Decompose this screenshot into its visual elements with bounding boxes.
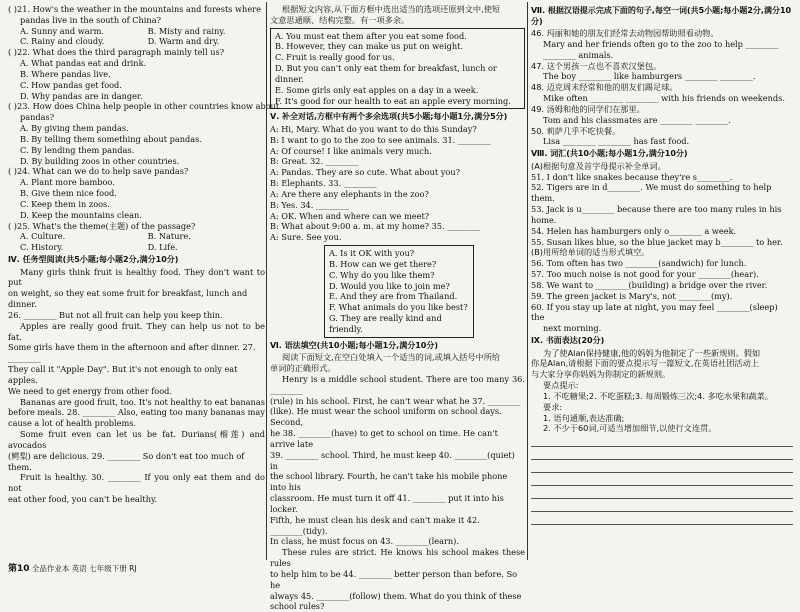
instruction: 文意思通顺、结构完整。有一项多余。	[270, 14, 410, 25]
passage-line: (like). He must wear the school uniform on school days. Second,	[270, 406, 502, 428]
writing-prompt: 1. 不吃糖果;2. 不吃蛋糕;3. 每周锻炼三次;4. 多吃水果和蔬菜。	[543, 390, 774, 401]
vocab-item: 56. Tom often has two ________(sandwich) for lunch.	[531, 258, 747, 269]
item-line: ________ animals.	[543, 49, 614, 60]
item-line: 46. 玛丽和她的朋友们经常去动物园帮助照看动物。	[531, 28, 719, 39]
question-24: ( )24. What can we do to help save pandas?	[8, 166, 189, 177]
passage-line: (rule) in his school. First, he can't wear what he 37. ________	[270, 395, 521, 406]
option: D. Warm and dry.	[147, 36, 220, 47]
question-21: ( )21. How's the weather in the mountains and forests where	[8, 4, 261, 14]
column-right	[531, 4, 793, 525]
dialog-line: A: Sure. See you.	[270, 232, 342, 243]
question-21-cont: pandas live in the south of China?	[20, 14, 161, 25]
vocab-item: 54. Helen has hamburgers only o________ a week.	[531, 225, 737, 236]
box-option: C. Fruit is really good for us.	[275, 52, 395, 63]
passage-line: Bananas are good fruit, too. It's not healthy to eat bananas	[20, 396, 265, 407]
option: B. Misty and rainy.	[147, 25, 226, 36]
passage-line: classroom. He must turn it off 41. ________ put it into his locker.	[270, 493, 504, 514]
question-25: ( )25. What's the theme(主题) of the passage?	[8, 220, 196, 231]
option: C. By lending them pandas.	[20, 144, 135, 155]
passage-line: he 38. ________(have) to get to school on time. He can't arrive late	[270, 428, 498, 449]
option: A. What pandas eat and drink.	[20, 58, 147, 69]
writing-line	[531, 499, 793, 512]
item-line: 47. 这个男孩一点也不喜欢汉堡包。	[531, 60, 662, 71]
option: A. Sunny and warm.	[20, 25, 104, 36]
writing-prompt: 为了使Alan保持健康,他的妈妈为他制定了一些新规则。假如	[543, 347, 761, 358]
q25-options	[8, 231, 265, 253]
passage-line: Some fruit even can let us be fat. Durians(榴莲) and avocados	[8, 429, 265, 450]
passage-line: 39. ________ school. Third, he must keep 40. ________(quiet) in	[270, 449, 515, 471]
dialog-line: B: Elephants. 33. ________	[270, 178, 377, 189]
option: D. Life.	[147, 242, 178, 253]
subsection-a: (A)根据句意及首字母提示补全单词。	[531, 160, 666, 171]
item-line: 50. 莉萨几乎不吃快餐。	[531, 125, 621, 136]
dialog-line: A: Are there any elephants in the zoo?	[270, 188, 429, 199]
section-6-title: Ⅵ. 语法填空(共10小题;每小题1分,满分10分)	[270, 340, 438, 350]
passage-line: Fifth, he must clean his desk and can't make it 42. ________(tidy).	[270, 514, 480, 536]
box-option: B. However, they can make us put on weight.	[275, 41, 464, 52]
vocab-item: 60. If you stay up late at night, you may feel ________(sleep) the	[531, 301, 778, 323]
option: A. Plant more bamboo.	[20, 177, 115, 188]
box-option: F. What animals do you like best?	[329, 302, 468, 313]
passage-line: They call it "Apple Day". But it's not enough to only eat apples.	[8, 364, 238, 385]
column-divider	[266, 2, 267, 560]
writing-prompt: 与大家分享你妈妈为你制定的新规则。	[531, 369, 671, 380]
dialog-line: B: Yes. 34. ________	[270, 199, 349, 210]
option: C. How pandas get food.	[20, 79, 122, 90]
passage-line: school rules?	[270, 601, 325, 612]
section-9-title: Ⅸ. 书面表达(20分)	[531, 336, 605, 345]
passage-line: In class, he must focus on 43. ________(learn).	[270, 536, 459, 547]
book-title: 全品作业本 英语 七年级下册 RJ	[31, 564, 137, 574]
section-5-title: Ⅴ. 补全对话,方框中有两个多余选项(共5小题;每小题1分,满分5分)	[270, 112, 508, 122]
passage-line: Many girls think fruit is healthy food. They don't want to put	[8, 266, 265, 288]
box-option: A. Is it OK with you?	[329, 248, 415, 259]
box-option: A. You must eat them after you eat some food.	[275, 30, 467, 41]
column-divider	[527, 2, 528, 560]
passage-line: Apples are really good fruit. They can help us not to be fat.	[8, 320, 265, 342]
box-option: F. It's good for our health to eat an apple every morning.	[275, 95, 511, 106]
column-middle	[270, 4, 525, 612]
instruction: 单词的正确形式。	[270, 363, 336, 374]
passage-line: Fruit is healthy. 30. ________ If you only eat them and do not	[8, 472, 265, 494]
subsection-b: (B)用所给单词的适当形式填空。	[531, 247, 650, 258]
option: D. By building zoos in other countries.	[20, 155, 180, 166]
dialog-line: A: Pandas. They are so cute. What about you?	[270, 167, 460, 178]
writing-prompt: 1. 语句通顺,表达准确;	[543, 412, 625, 423]
instruction: 根据短文内容,从下面方框中选出适当的选项还原到文中,使短	[282, 4, 501, 14]
option: C. Keep them in zoos.	[20, 198, 110, 209]
writing-prompt: 2. 不少于60词,可适当增加细节,以使行文连贯。	[543, 423, 717, 434]
passage-line: eat other food, you can't be healthy.	[8, 493, 158, 504]
option: D. Keep the mountains clean.	[20, 209, 142, 220]
item-line: 48. 迈克周末经常和他的朋友们踢足球。	[531, 82, 678, 93]
writing-area[interactable]	[531, 434, 793, 525]
passage-line: to help him to be 44. ________ better person than before. So he	[270, 568, 518, 590]
question-23: ( )23. How does China help people in other countries know about	[8, 101, 280, 112]
writing-prompt: 要点提示:	[543, 380, 579, 391]
vocab-item: 51. I don't like snakes because they're s________.	[531, 171, 733, 182]
section-7-title: Ⅶ. 根据汉语提示完成下面的句子,每空一词(共5小题;每小题2分,满分10分)	[531, 6, 792, 26]
option: B. Where pandas live.	[20, 68, 111, 79]
writing-line	[531, 486, 793, 499]
dialog-line: A: Hi, Mary. What do you want to do this Sunday?	[270, 124, 477, 134]
passage-line: (鳄梨) are delicious. 29. ________ So don't eat too much of them.	[8, 450, 245, 472]
dialog-line: B: Great. 32. ________	[270, 156, 359, 167]
passage-line: before meals. 28. ________ Also, eating too many bananas may	[8, 407, 265, 418]
box-option: G. They are really kind and friendly.	[329, 313, 442, 334]
writing-line	[531, 460, 793, 473]
vocab-item: 57. Too much noise is not good for your ________(hear).	[531, 269, 759, 280]
writing-prompt: 要求:	[543, 401, 563, 412]
page-number: 第10	[8, 564, 30, 575]
item-line: 49. 汤姆和他的同学们在那里。	[531, 103, 645, 114]
box-option: B. How can we get there?	[329, 258, 437, 269]
dialog-options-box	[324, 245, 474, 338]
passage-line: the school library. Fourth, he can't take his mobile phone into his	[270, 471, 508, 493]
passage-line: cause a lot of health problems.	[8, 418, 137, 429]
options-box	[270, 28, 525, 110]
option: B. Give them nice food.	[20, 188, 117, 199]
item-line: Mary and her friends often go to the zoo to help ________	[543, 38, 779, 49]
q21-options	[8, 26, 265, 48]
writing-line	[531, 434, 793, 447]
option: C. History.	[20, 242, 64, 253]
dialog-line: B: I want to go to the zoo to see animals. 31. ________	[270, 134, 491, 145]
passage-line: We need to get energy from other food.	[8, 385, 172, 396]
section-4-title: Ⅳ. 任务型阅读(共5小题;每小题2分,满分10分)	[8, 255, 179, 265]
section-8-title: Ⅷ. 词汇(共10小题;每小题1分,满分10分)	[531, 149, 688, 159]
option: C. Rainy and cloudy.	[20, 36, 105, 47]
vocab-item: 53. Jack is u________ because there are too many rules in his home.	[531, 204, 782, 225]
item-line: Tom and his classmates are ________ ________.	[543, 114, 731, 125]
vocab-item: 59. The green jacket is Mary's, not ________(my).	[531, 290, 733, 301]
option: A. By giving them pandas.	[20, 123, 129, 134]
vocab-item: 52. Tigers are in d________. We must do something to help them.	[531, 182, 772, 204]
instruction: 阅读下面短文,在空白处填入一个适当的词,或填入括号中所给	[282, 352, 501, 363]
vocab-item: 55. Susan likes blue, so the blue jacket may b________ to her.	[531, 236, 783, 247]
dialog-line: A: OK. When and where can we meet?	[270, 210, 430, 221]
passage-line: Henry is a middle school student. There are too many 36. ________	[270, 373, 525, 395]
passage-line: Some girls have them in the afternoon and after dinner. 27. ________	[8, 342, 256, 364]
question-22: ( )22. What does the third paragraph mainly tell us?	[8, 47, 225, 58]
box-option: E. Some girls only eat apples on a day in a week.	[275, 84, 479, 95]
column-left	[8, 4, 280, 505]
box-option: D. But you can't only eat them for breakfast, lunch or dinner.	[275, 63, 497, 84]
item-line: Mike often ________ ________ with his friends on weekends.	[543, 93, 785, 104]
passage-line: always 45. ________(follow) them. What do you think of these	[270, 590, 522, 601]
passage-line: on weight, so they eat some fruit for breakfast, lunch and dinner.	[8, 288, 248, 310]
vocab-item: 58. We want to ________(building) a bridge over the river.	[531, 279, 768, 290]
option: B. By telling them something about pandas.	[20, 133, 202, 144]
box-option: D. Would you like to join me?	[329, 280, 450, 291]
writing-line	[531, 473, 793, 486]
item-line: The boy ________ like hamburgers ________ ________.	[543, 71, 756, 82]
box-option: E. And they are from Thailand.	[329, 291, 458, 302]
item-line: Lisa ________ ________ has fast food.	[543, 136, 690, 147]
dialog-line: A: Of course! I like animals very much.	[270, 145, 432, 156]
passage-line: These rules are strict. He knows his school makes these rules	[270, 547, 525, 569]
option: D. Why pandas are in danger.	[20, 90, 143, 101]
writing-line	[531, 447, 793, 460]
vocab-item: next morning.	[543, 323, 602, 334]
passage-line: 26. ________ But not all fruit can help you keep thin.	[8, 309, 223, 320]
box-option: C. Why do you like them?	[329, 269, 435, 280]
option: A. Culture.	[20, 231, 66, 242]
writing-line	[531, 512, 793, 525]
question-23-cont: pandas?	[20, 112, 55, 123]
dialog-line: B: What about 9:00 a. m. at my home? 35. ________	[270, 221, 481, 232]
writing-prompt: 你是Alan,请根据下面的要点提示写一篇短文,在英语社团活动上	[531, 358, 759, 369]
option: B. Nature.	[147, 231, 191, 242]
page-footer	[8, 564, 137, 576]
